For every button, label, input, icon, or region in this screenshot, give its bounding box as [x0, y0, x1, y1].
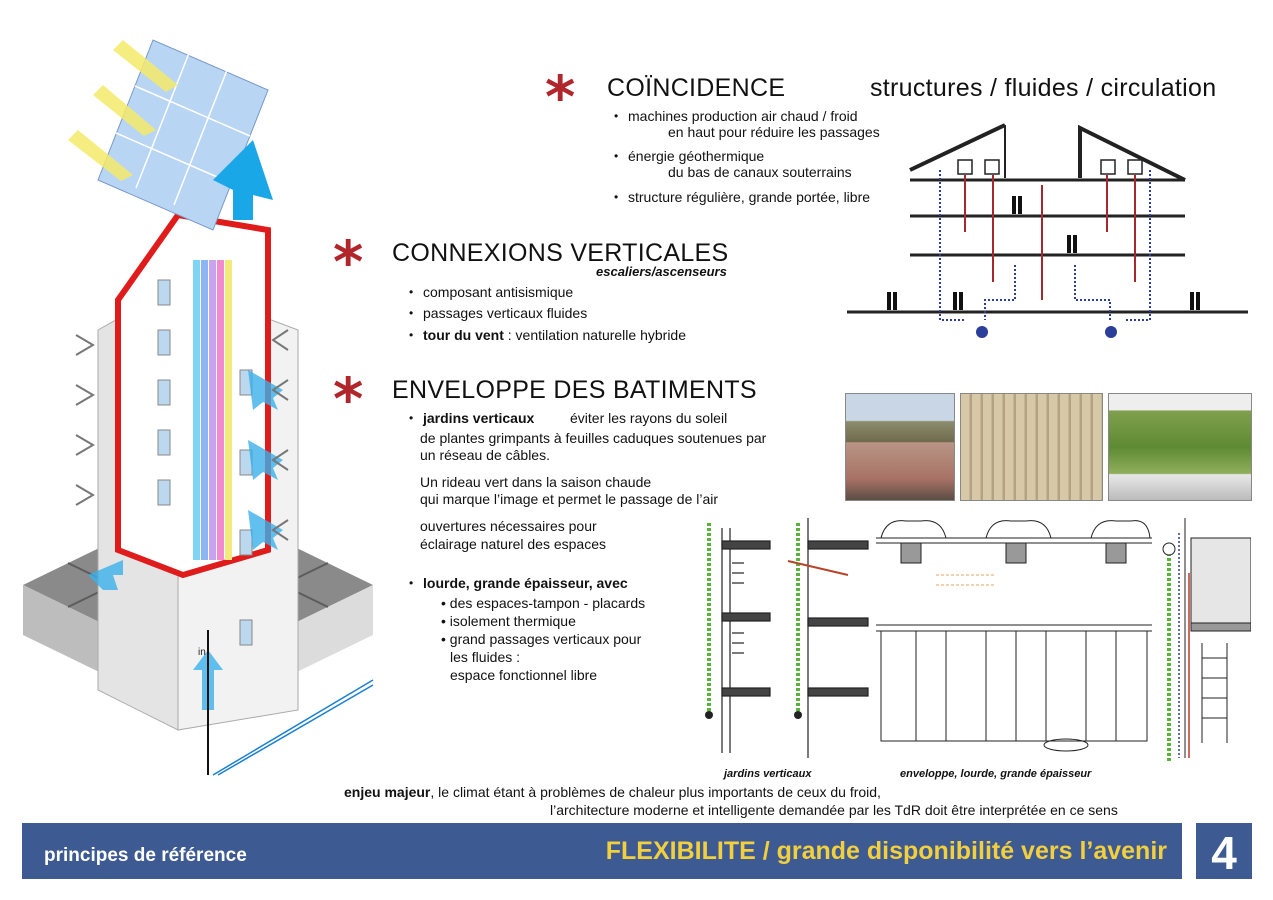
- coincidence-marker: *: [545, 63, 576, 131]
- coincidence-bullet-2-cont: du bas de canaux souterrains: [668, 164, 852, 180]
- wind-tower-illustration: [18, 30, 383, 790]
- coincidence-bullet-1-cont: en haut pour réduire les passages: [668, 124, 880, 140]
- enveloppe-bullet-2-bold: lourde, grande épaisseur, avec: [423, 575, 628, 591]
- coincidence-bullet-2: • énergie géothermique: [628, 148, 764, 165]
- connexions-bullet-3-text: : ventilation naturelle hybride: [503, 327, 686, 343]
- enveloppe-text-3a: ouvertures nécessaires pour: [420, 518, 597, 534]
- connexions-subtitle: escaliers/ascenseurs: [596, 264, 727, 279]
- coincidence-title: COÏNCIDENCE: [607, 74, 786, 102]
- photo-green-facade: [1108, 393, 1252, 501]
- connexions-title: CONNEXIONS VERTICALES: [392, 239, 729, 267]
- enjeu-bold: enjeu majeur: [344, 784, 431, 800]
- footer-bar: [22, 823, 1182, 879]
- enveloppe-bullet-2: [423, 575, 628, 592]
- page-number-box: [1196, 823, 1252, 879]
- enveloppe-bullet-1-bold: jardins verticaux: [423, 410, 535, 426]
- coincidence-subtitle: structures / fluides / circulation: [870, 74, 1217, 102]
- section-drawing-jardins-2: [778, 513, 870, 763]
- enveloppe-sub-1: • des espaces-tampon - placards: [441, 595, 646, 611]
- connexions-marker: *: [333, 228, 364, 296]
- page-number: 4: [1211, 827, 1237, 879]
- section-drawing-enveloppe-elevation: [876, 513, 1152, 763]
- enveloppe-text-2a: Un rideau vert dans la saison chaude: [420, 474, 652, 490]
- connexions-bullet-2: • passages verticaux fluides: [423, 305, 587, 322]
- photo-facade-panels: [960, 393, 1103, 501]
- building-section-diagram: [845, 120, 1250, 342]
- connexions-bullet-3: [423, 327, 686, 344]
- enveloppe-marker: *: [333, 365, 364, 433]
- enjeu-text-1: , le climat étant à problèmes de chaleur plus importants de ceux du froid,: [430, 784, 881, 800]
- enveloppe-bullet-1-rest: éviter les rayons du soleil: [570, 410, 728, 426]
- enveloppe-bullet-1: [423, 410, 534, 427]
- coincidence-bullet-1: • machines production air chaud / froid: [628, 108, 858, 125]
- enveloppe-sub-3-cont-a: les fluides :: [450, 649, 521, 665]
- enveloppe-sub-3: • grand passages verticaux pour: [441, 631, 642, 647]
- section-drawing-enveloppe-detail: [1157, 513, 1251, 763]
- photo-green-terrace: [845, 393, 955, 501]
- enveloppe-text-1a: de plantes grimpants à feuilles caduques soutenues par: [420, 430, 767, 446]
- footer-left-label: principes de référence: [44, 845, 247, 866]
- enveloppe-sub-2: • isolement thermique: [441, 613, 576, 629]
- enveloppe-text-1b: un réseau de câbles.: [420, 447, 550, 463]
- in-label: in: [198, 647, 206, 658]
- enveloppe-text-3b: éclairage naturel des espaces: [420, 536, 607, 552]
- caption-enveloppe: enveloppe, lourde, grande épaisseur: [900, 768, 1092, 780]
- enveloppe-title: ENVELOPPE DES BATIMENTS: [392, 376, 757, 404]
- connexions-bullet-1: • composant antisismique: [423, 284, 573, 301]
- enjeu-line-2: l’architecture moderne et intelligente demandée par les TdR doit être interprétée en ce sens: [550, 802, 1118, 818]
- enveloppe-text-2b: qui marque l’image et permet le passage de l’air: [420, 491, 719, 507]
- enveloppe-sub-3-cont-b: espace fonctionnel libre: [450, 667, 598, 683]
- connexions-bullet-3-bold: tour du vent: [423, 327, 504, 343]
- footer-right-title: FLEXIBILITE / grande disponibilité vers l’avenir: [605, 837, 1167, 865]
- section-drawing-jardins-1: [704, 513, 772, 763]
- enjeu-line-1: [344, 784, 881, 801]
- coincidence-bullet-3: • structure régulière, grande portée, libre: [628, 189, 870, 206]
- caption-jardins: jardins verticaux: [724, 768, 812, 780]
